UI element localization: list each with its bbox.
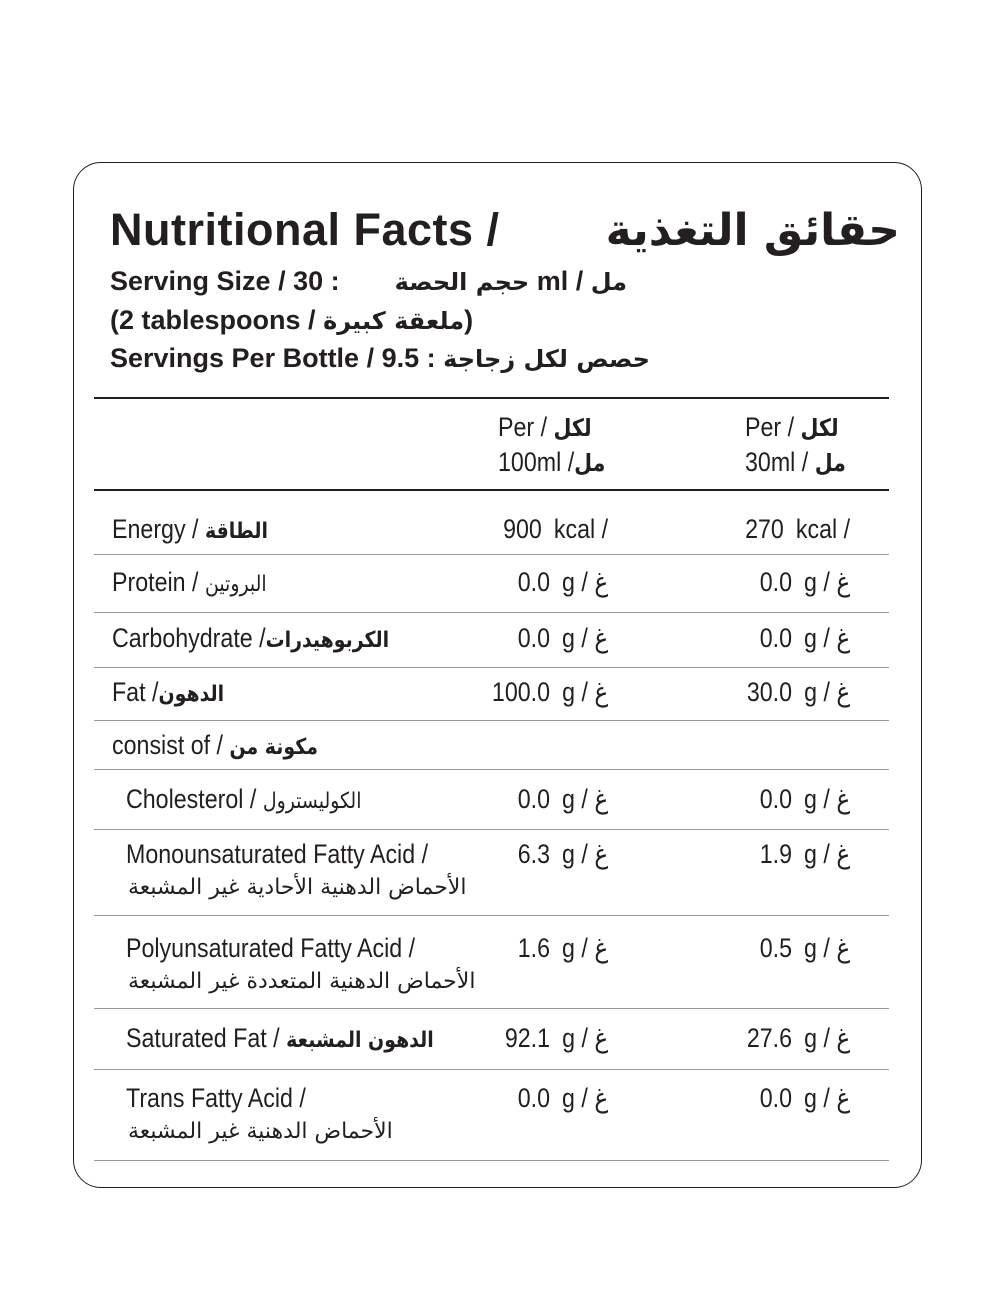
value-per-100ml: 0.0 g / غ [517, 784, 608, 814]
row-divider [94, 667, 889, 668]
servings-per-bottle-line: Servings Per Bottle / حصص لكل زجاجة : 9.5 [110, 343, 650, 373]
row-label: consist of / مكونة من [112, 730, 318, 760]
row-divider [94, 554, 889, 555]
column-header-30ml: Per / لكل 30ml / مل [745, 412, 846, 477]
row-divider [94, 720, 889, 721]
row-label: Cholesterol / الكوليسترول [126, 784, 362, 814]
value-per-30ml: 0.0 g / غ [759, 623, 850, 653]
value-per-100ml: 92.1 g / غ [504, 1023, 608, 1053]
value-per-30ml: 30.0 g / غ [746, 677, 850, 707]
row-label: Fat /الدهون [112, 677, 225, 707]
value-per-30ml: 0.0 g / غ [759, 567, 850, 597]
row-divider [94, 1160, 889, 1161]
title-english: Nutritional Facts / [110, 204, 500, 255]
value-per-100ml: 0.0 g / غ [517, 623, 608, 653]
value-per-100ml: 900 kcal / [502, 514, 608, 544]
row-divider [94, 915, 889, 916]
value-per-100ml: 0.0 g / غ [517, 567, 608, 597]
row-divider [94, 1008, 889, 1009]
value-per-100ml: 100.0 g / غ [491, 677, 608, 707]
row-divider [94, 769, 889, 770]
serving-size-line: Serving Size / حجم الحصة : 30 ml / مل [110, 266, 627, 296]
row-label: Protein / البروتين [112, 567, 267, 597]
row-label: Trans Fatty Acid / [126, 1083, 306, 1113]
value-per-100ml: 6.3 g / غ [517, 839, 608, 869]
row-label: Polyunsaturated Fatty Acid / [126, 933, 416, 963]
value-per-100ml: 0.0 g / غ [517, 1083, 608, 1113]
title-arabic: حقائق التغذية [605, 204, 900, 256]
row-label: Saturated Fat / الدهون المشبعة [126, 1023, 434, 1053]
value-per-30ml: 27.6 g / غ [746, 1023, 850, 1053]
row-divider [94, 1069, 889, 1070]
row-label-arabic: الأحماض الدهنية المتعددة غير المشبعة [128, 969, 476, 994]
row-label-arabic: الأحماض الدهنية الأحادية غير المشبعة [128, 875, 467, 900]
column-header-100ml: Per / لكل 100ml /مل [498, 412, 606, 477]
row-divider [94, 829, 889, 830]
value-per-30ml: 270 kcal / [744, 514, 850, 544]
row-divider [94, 612, 889, 613]
row-label-arabic: الأحماض الدهنية غير المشبعة [128, 1119, 393, 1144]
value-per-30ml: 0.0 g / غ [759, 1083, 850, 1113]
row-label: Energy / الطاقة [112, 514, 268, 544]
row-label: Monounsaturated Fatty Acid / [126, 839, 429, 869]
value-per-30ml: 0.5 g / غ [759, 933, 850, 963]
row-label: Carbohydrate /الكربوهيدرات [112, 623, 390, 653]
value-per-30ml: 1.9 g / غ [759, 839, 850, 869]
panel-title [110, 200, 900, 260]
divider-header [94, 489, 889, 491]
tablespoons-line: (2 tablespoons / ملعقة كبيرة) [110, 305, 474, 335]
value-per-30ml: 0.0 g / غ [759, 784, 850, 814]
value-per-100ml: 1.6 g / غ [517, 933, 608, 963]
divider-top [94, 397, 889, 399]
